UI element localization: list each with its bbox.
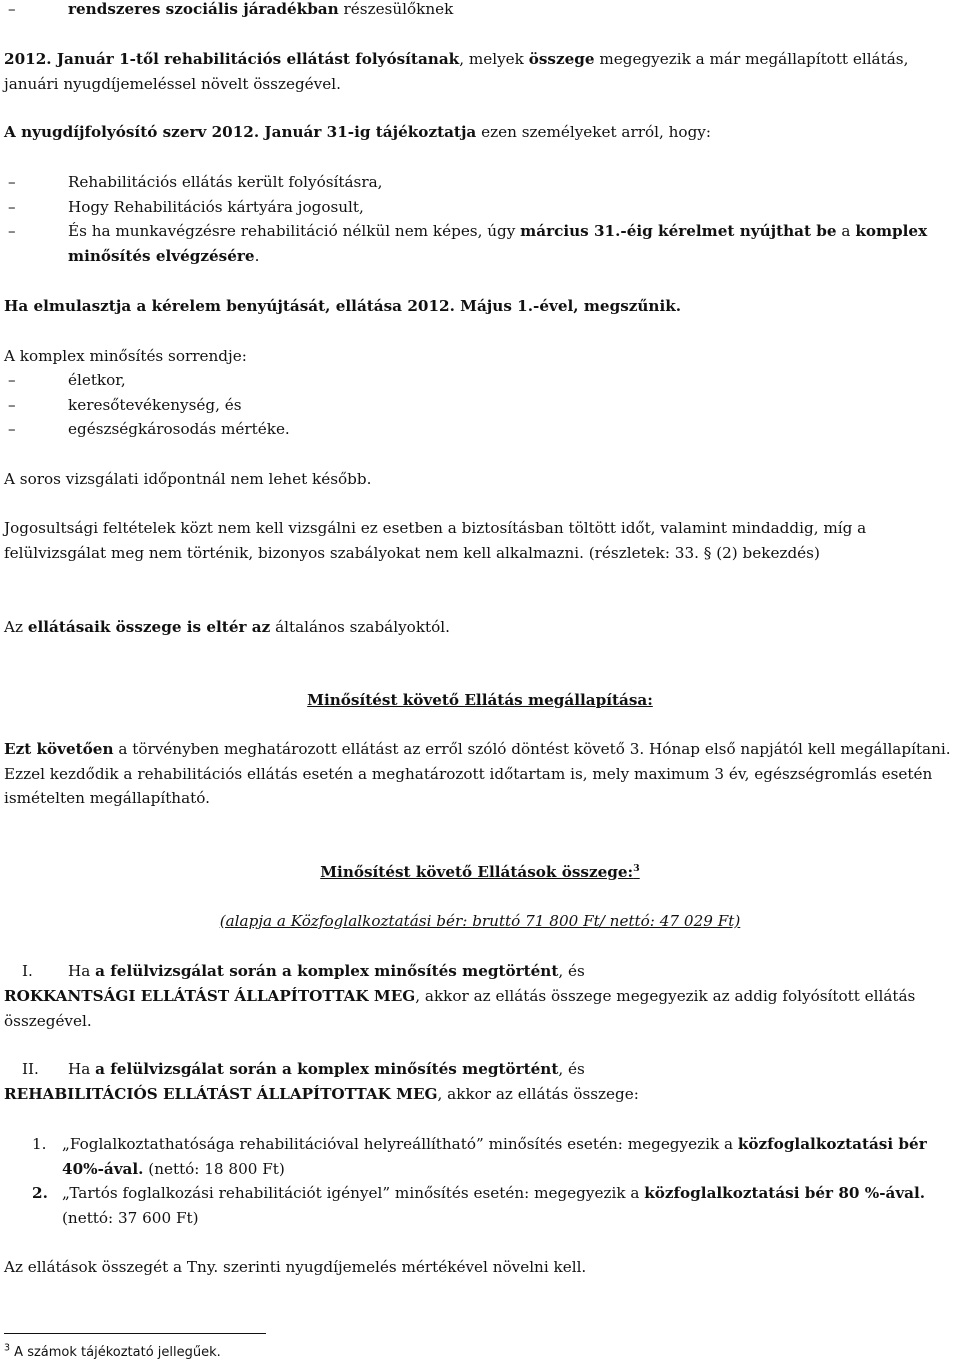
list-item: – egészségkárosodás mértéke. bbox=[4, 417, 954, 442]
footnote-ref[interactable]: 3 bbox=[633, 862, 640, 874]
list-item: – életkor, bbox=[4, 368, 954, 393]
dash-bullet: – bbox=[8, 396, 16, 414]
list-item: – keresőtevékenység, és bbox=[4, 393, 954, 418]
dash-bullet: – bbox=[8, 173, 16, 191]
paragraph-exam-time: A soros vizsgálati időpontnál nem lehet később. bbox=[4, 470, 372, 488]
paragraph-rehab-start: 2012. Január 1-től rehabilitációs ellátást folyósítanak, melyek összege megegyezik a már megállapított ellátás, januári nyugdíjemeléssel növelt összegével. bbox=[4, 50, 909, 93]
section-heading-determination: Minősítést követő Ellátás megállapítása: bbox=[307, 691, 653, 709]
paragraph-order: A komplex minősítés sorrendje: bbox=[4, 347, 247, 365]
section-heading-amounts: Minősítést követő Ellátások összege:$^3$ bbox=[320, 862, 640, 881]
case-item-i: I. Ha a felülvizsgálat során a komplex minősítés megtörtént, és bbox=[22, 962, 585, 980]
numbered-item-1: 1. „Foglalkoztathatósága rehabilitációval helyreállítható” minősítés esetén: megegyezik a közfoglalkoztatási bér 40%-ával. (nettó: 18 800 Ft) bbox=[32, 1135, 927, 1178]
paragraph-determination: Ezt követően a törvényben meghatározott ellátást az erről szóló döntést követő 3. Hónap első napjától kell megállapítani. Ezzel kezdődik a rehabilitációs ellátás esetén a meghatározott időtartam is, mely maximum 3 év, egészségromlás esetén ismételten megállapítható. bbox=[4, 740, 951, 807]
list-item: – Hogy Rehabilitációs kártyára jogosult, bbox=[4, 195, 954, 220]
case-item-ii: II. Ha a felülvizsgálat során a komplex minősítés megtörtént, és bbox=[22, 1060, 585, 1078]
paragraph-amount-differs: Az ellátásaik összege is eltér az általános szabályoktól. bbox=[4, 618, 450, 636]
paragraph-notification: A nyugdíjfolyósító szerv 2012. Január 31-ig tájékoztatja ezen személyeket arról, hogy: bbox=[4, 123, 711, 141]
case-item-ii-continued: REHABILITÁCIÓS ELLÁTÁST ÁLLAPÍTOTTAK MEG, akkor az ellátás összege: bbox=[4, 1085, 639, 1103]
subheading-basis: (alapja a Közfoglalkoztatási bér: bruttó 71 800 Ft/ nettó: 47 029 Ft) bbox=[219, 912, 741, 930]
dash-bullet: – bbox=[8, 420, 16, 438]
paragraph-eligibility: Jogosultsági feltételek közt nem kell vizsgálni ez esetben a biztosításban töltött időt, valamint mindaddig, míg a felülvizsgálat meg nem történik, bizonyos szabályokat nem kell alkalmazni. (részletek: 33. § (2) bekezdés) bbox=[4, 519, 867, 562]
dash-bullet: – bbox=[8, 371, 16, 389]
footnote: $^3$ A számok tájékoztató jellegűek. bbox=[4, 1342, 221, 1360]
list-item: – És ha munkavégzésre rehabilitáció nélkül nem képes, úgy március 31.-éig kérelmet nyújthat be a komplex minősítés elvégzésére. bbox=[4, 219, 954, 268]
footnote-separator bbox=[4, 1333, 266, 1334]
intro-list-item: – rendszeres szociális járadékban részesülőknek bbox=[4, 0, 954, 22]
dash-bullet: – bbox=[8, 0, 16, 18]
case-item-i-continued: ROKKANTSÁGI ELLÁTÁST ÁLLAPÍTOTTAK MEG, akkor az ellátás összege megegyezik az addig folyósított ellátás összegével. bbox=[4, 987, 916, 1030]
numbered-item-2: 2. „Tartós foglalkozási rehabilitációt igényel” minősítés esetén: megegyezik a közfoglalkoztatási bér 80 %-ával. (nettó: 37 600 Ft) bbox=[32, 1184, 926, 1227]
paragraph-indexation: Az ellátások összegét a Tny. szerinti nyugdíjemelés mértékével növelni kell. bbox=[4, 1258, 587, 1276]
list-item: – Rehabilitációs ellátás került folyósításra, bbox=[4, 170, 954, 195]
dash-bullet: – bbox=[8, 222, 16, 240]
paragraph-deadline-warning: Ha elmulasztja a kérelem benyújtását, ellátása 2012. Május 1.-ével, megszűnik. bbox=[4, 297, 682, 315]
dash-bullet: – bbox=[8, 198, 16, 216]
